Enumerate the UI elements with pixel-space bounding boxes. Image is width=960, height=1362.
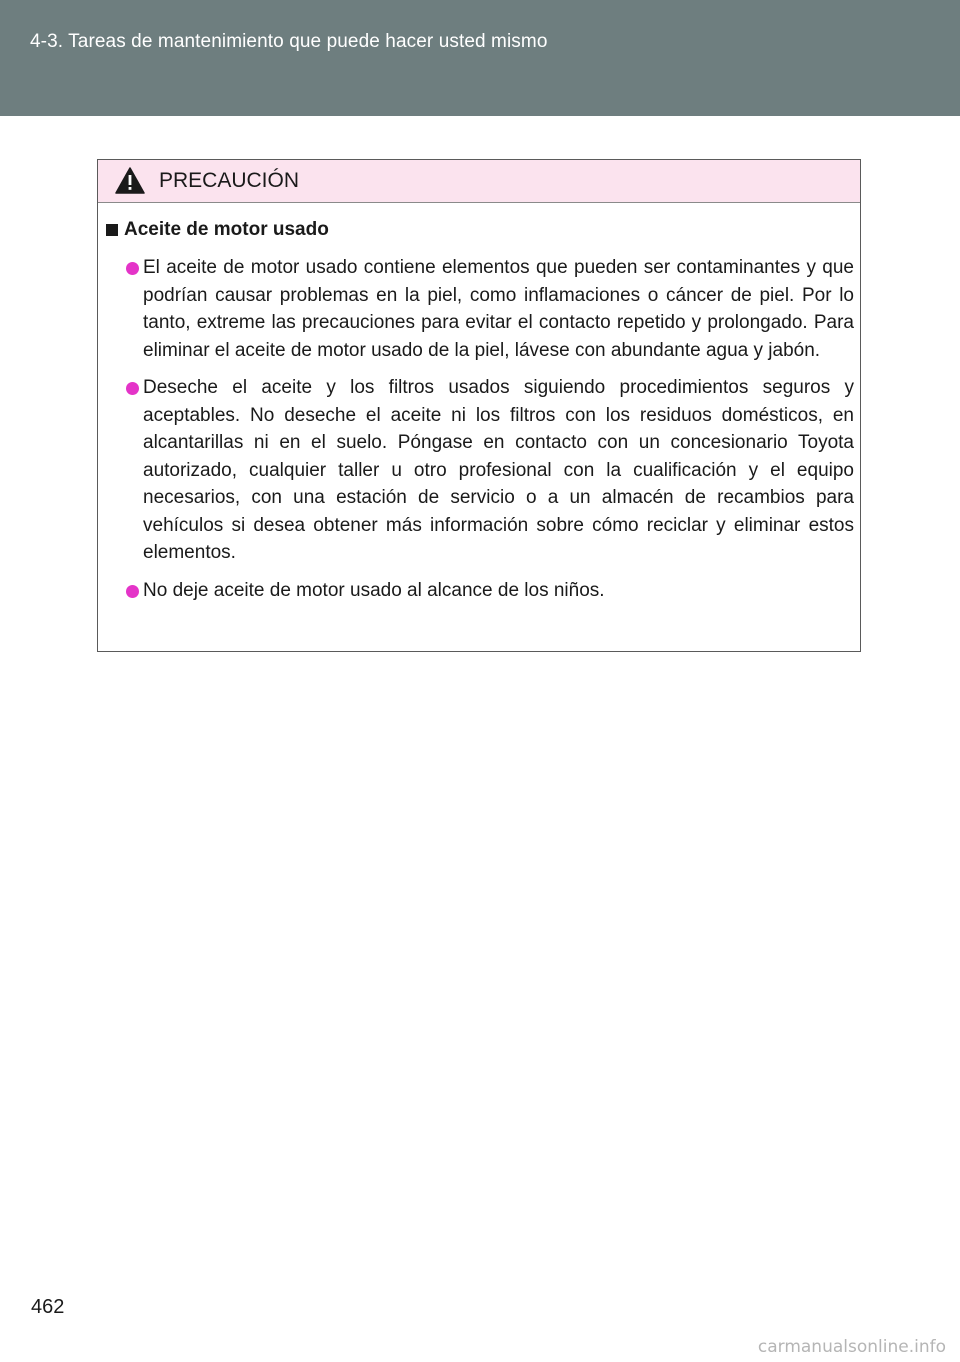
chapter-title: 4-3. Tareas de mantenimiento que puede hacer usted mismo bbox=[30, 31, 548, 52]
page-header bbox=[0, 0, 960, 116]
list-item bbox=[143, 254, 854, 364]
bullet-dot-icon bbox=[126, 262, 139, 275]
list-item bbox=[143, 374, 854, 567]
watermark: carmanualsonline.info bbox=[757, 1337, 946, 1357]
page-number: 462 bbox=[31, 1296, 65, 1318]
list-item-text: El aceite de motor usado contiene elementos que pueden ser contaminantes y que podrían causar problemas en la piel, como inflamaciones o cáncer de piel. Por lo tanto, extreme las precauciones para evitar el contacto repetido y prolongado. Para eliminar el aceite de motor usado de la piel, lávese con abundante agua y jabón. bbox=[143, 257, 854, 361]
caution-title: PRECAUCIÓN bbox=[159, 169, 300, 192]
list-item-text: Deseche el aceite y los filtros usados siguiendo procedimientos seguros y aceptables. No deseche el aceite ni los filtros con los residuos domésticos, en alcantarillas ni en el suelo. Póngase en contacto con un concesionario Toyota autorizado, cualquier taller u otro profesional con la cualificación y el equipo necesarios, con una estación de servicio o a un almacén de recambios para vehículos si desea obtener más información sobre cómo reciclar y eliminar estos elementos. bbox=[143, 377, 854, 563]
caution-bullet-list bbox=[98, 254, 862, 614]
section-title bbox=[106, 219, 329, 241]
bullet-dot-icon bbox=[126, 382, 139, 395]
square-bullet-icon bbox=[106, 224, 118, 236]
list-item bbox=[143, 577, 854, 605]
section-title-text: Aceite de motor usado bbox=[124, 219, 329, 240]
caution-header bbox=[98, 160, 860, 203]
bullet-dot-icon bbox=[126, 585, 139, 598]
list-item-text: No deje aceite de motor usado al alcance de los niños. bbox=[143, 579, 605, 601]
caution-box bbox=[97, 159, 861, 652]
warning-triangle-icon bbox=[115, 167, 145, 194]
